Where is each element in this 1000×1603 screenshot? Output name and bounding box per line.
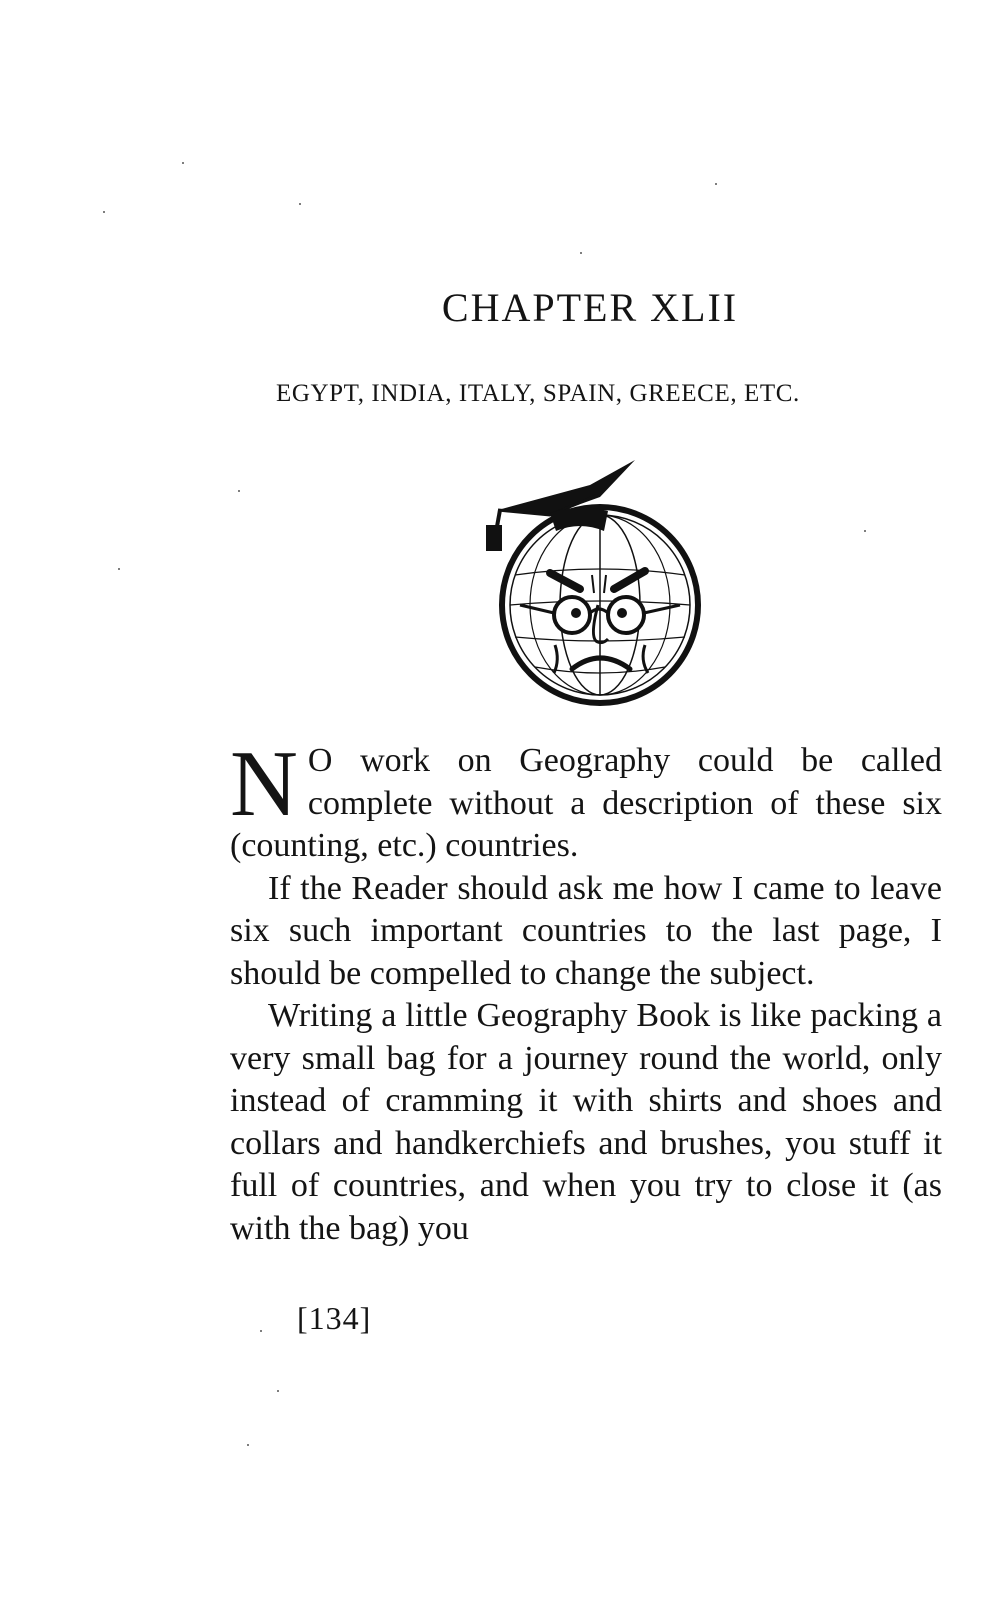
print-speck	[580, 252, 582, 254]
print-speck	[247, 1444, 249, 1446]
print-speck	[864, 530, 866, 532]
paragraph-3: Writing a little Geography Book is like packing a very small bag for a journey round the world, only instead of cramming it with shirts and shoes and collars and handkerchiefs and brushes, you stuff it full of countries, and when you try to close it (as with the bag) you	[230, 997, 942, 1247]
print-speck	[277, 1390, 279, 1392]
illustration	[480, 455, 730, 715]
chapter-subtitle: EGYPT, INDIA, ITALY, SPAIN, GREECE, ETC.	[276, 380, 800, 407]
print-speck	[238, 490, 240, 492]
drop-cap: N	[230, 732, 298, 836]
print-speck	[299, 203, 301, 205]
print-speck	[103, 211, 105, 213]
chapter-text	[230, 732, 942, 1250]
first-paragraph-text: O work on Geography could be called complete without a description of these six (counting, etc.) countries.	[230, 742, 942, 864]
first-paragraph	[230, 732, 942, 868]
paragraph-2: If the Reader should ask me how I came to leave six such important countries to the last page, I should be compelled to change the subject.	[230, 869, 942, 992]
page-number: [134]	[297, 1300, 372, 1336]
globe-with-spectacles-and-mortarboard-icon	[480, 455, 730, 715]
print-speck	[182, 162, 184, 164]
chapter-title: CHAPTER XLII	[441, 285, 739, 330]
print-speck	[118, 568, 120, 570]
print-speck	[715, 183, 717, 185]
print-speck	[260, 1330, 262, 1332]
